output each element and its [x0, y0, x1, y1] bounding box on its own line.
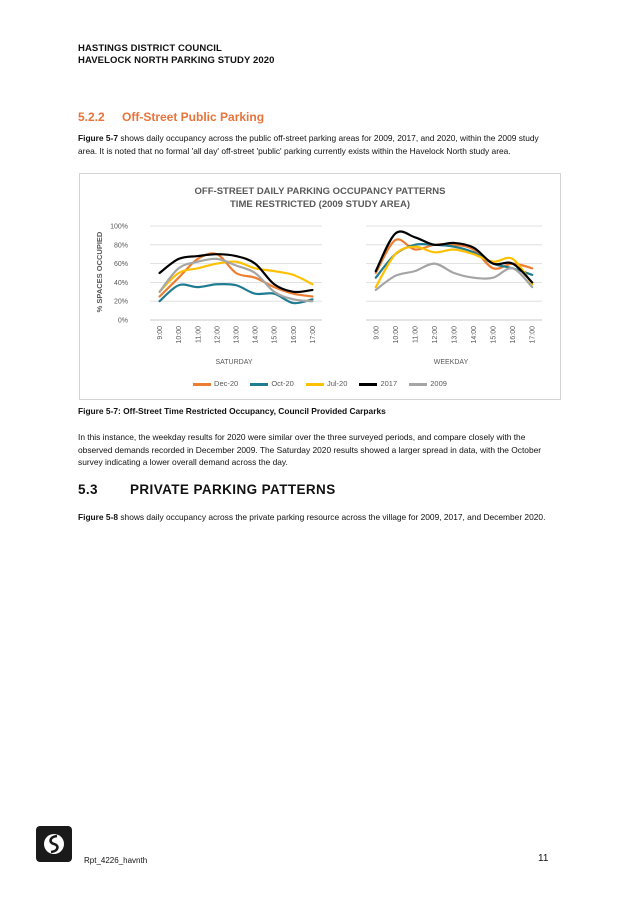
legend-swatch: [409, 383, 427, 386]
legend-swatch: [193, 383, 211, 386]
figure-ref-5-7: Figure 5-7: [78, 133, 119, 143]
paragraph-1-text: shows daily occupancy across the public off-street parking areas for 2009, 2017, and 2020, within the 2009 study area. It is noted that no formal 'all day' off-street 'public' parking currently exists within the Havelock North study area.: [78, 133, 539, 156]
paragraph-1: [78, 132, 558, 157]
section-number: 5.2.2: [78, 110, 105, 124]
legend-label: Oct-20: [271, 379, 294, 388]
legend-swatch: [250, 383, 268, 386]
paragraph-3: [78, 511, 558, 524]
gridlines: [150, 226, 542, 320]
header-line-2: HAVELOCK NORTH PARKING STUDY 2020: [78, 55, 275, 66]
logo-icon: [36, 826, 72, 862]
y-tick-label: 100%: [110, 223, 128, 231]
paragraph-2: In this instance, the weekday results for 2020 were similar over the three surveyed periods, and compare closely with the observed demands recorded in December 2009. The Saturday 2020 results showed a larger spread in data, with the October survey indicating a lower overall demand across the day.: [78, 432, 542, 468]
report-id: Rpt_4226_havnth: [84, 856, 148, 865]
x-tick-label: 17:00: [529, 326, 537, 344]
section-title: Off-Street Public Parking: [122, 110, 265, 124]
section-title: PRIVATE PARKING PATTERNS: [130, 482, 336, 497]
y-tick-label: 60%: [113, 261, 128, 269]
figure-ref-5-8: Figure 5-8: [78, 512, 119, 522]
x-tick-label: 11:00: [412, 326, 420, 343]
y-tick-label: 80%: [113, 242, 128, 250]
document-header: [78, 43, 275, 67]
x-tick-label: 16:00: [290, 326, 298, 344]
y-tick-label: 0%: [117, 317, 128, 325]
x-tick-label: 13:00: [233, 326, 241, 344]
legend-item-dec-20: [193, 379, 238, 388]
x-tick-label: 15:00: [490, 326, 498, 344]
y-tick-label: 40%: [113, 279, 128, 287]
legend-label: 2017: [380, 379, 398, 388]
header-line-1: HASTINGS DISTRICT COUNCIL: [78, 43, 222, 54]
y-tick-labels: [110, 224, 128, 325]
company-logo: [36, 826, 72, 862]
x-tick-label: 12:00: [214, 326, 222, 344]
chart-title: OFF-STREET DAILY PARKING OCCUPANCY PATTERNS: [194, 186, 446, 197]
x-tick-label: 9:00: [373, 326, 381, 340]
x-tick-label: 13:00: [451, 326, 459, 344]
x-tick-label: 14:00: [252, 326, 260, 344]
x-tick-label: 10:00: [392, 326, 400, 344]
series-lines: [160, 231, 533, 303]
group-label-saturday: SATURDAY: [215, 359, 253, 366]
page-number: 11: [538, 853, 549, 864]
x-tick-label: 9:00: [157, 326, 165, 340]
section-heading-5-2-2: [78, 110, 264, 124]
x-tick-label: 17:00: [309, 326, 317, 344]
group-label-weekday: WEEKDAY: [433, 359, 469, 366]
y-axis-label: % SPACES OCCUPIED: [95, 231, 104, 313]
x-tick-label: 10:00: [176, 326, 184, 344]
paragraph-3-text: shows daily occupancy across the private parking resource across the village for 2009, 2017, and December 2020.: [118, 512, 546, 522]
section-number: 5.3: [78, 482, 98, 497]
legend-item-oct-20: [250, 379, 294, 388]
x-tick-label: 16:00: [510, 326, 518, 344]
y-tick-label: 20%: [113, 298, 128, 306]
legend-item-2017: [359, 379, 397, 388]
figure-caption: Figure 5-7: Off-Street Time Restricted Occupancy, Council Provided Carparks: [78, 406, 386, 416]
x-tick-label: 12:00: [431, 326, 439, 344]
series-line-2009-saturday: [160, 259, 313, 301]
legend-swatch: [359, 383, 377, 386]
section-heading-5-3: [78, 482, 336, 497]
legend-item-jul-20: [306, 379, 347, 388]
x-tick-labels: [157, 326, 537, 344]
chart-svg: [80, 174, 560, 399]
x-tick-label: 11:00: [195, 326, 203, 343]
chart-subtitle: TIME RESTRICTED (2009 STUDY AREA): [230, 199, 410, 210]
legend-label: 2009: [430, 379, 447, 388]
x-tick-label: 15:00: [271, 326, 279, 344]
legend-item-2009: [409, 379, 447, 388]
legend-label: Dec-20: [214, 379, 239, 388]
x-tick-label: 14:00: [471, 326, 479, 344]
chart-legend: [80, 379, 560, 388]
legend-swatch: [306, 383, 324, 386]
legend-label: Jul-20: [326, 379, 348, 388]
occupancy-chart: [79, 173, 561, 400]
